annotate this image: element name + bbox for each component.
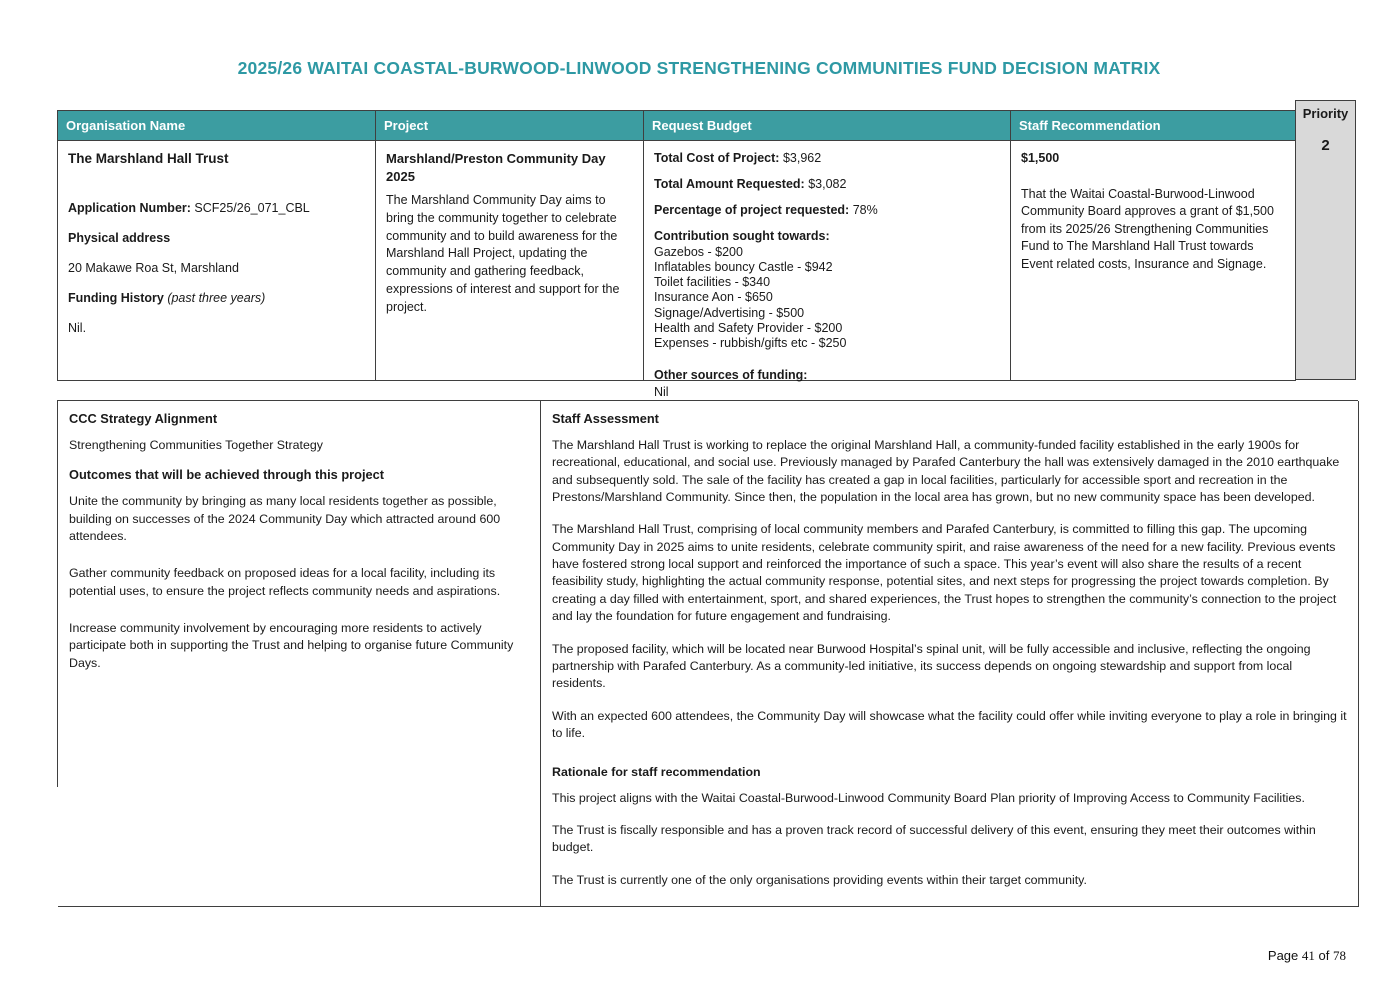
outcome-paragraph: Unite the community by bringing as many local residents together as possible, building on successes of the 2024 Community Day which attracted around 600 attendees. xyxy=(69,494,501,543)
rationale-paragraph: This project aligns with the Waitai Coastal-Burwood-Linwood Community Board Plan priority of Improving Access to Community Facilities. xyxy=(552,790,1305,805)
page-title: 2025/26 WAITAI COASTAL-BURWOOD-LINWOOD STRENGTHENING COMMUNITIES FUND DECISION MATRIX xyxy=(237,58,1161,78)
total-requested-line: Total Amount Requested: $3,082 xyxy=(654,176,847,191)
outcomes-heading: Outcomes that will be achieved through this project xyxy=(69,467,384,483)
footer-total-pages: 78 xyxy=(1333,948,1346,963)
detail-table xyxy=(57,400,1358,887)
outcome-paragraph: Increase community involvement by encouraging more residents to actively participate both in supporting the Trust and helping to organise future Community Days. xyxy=(69,620,514,670)
contribution-item: Signage/Advertising - $500 xyxy=(654,305,805,320)
contribution-heading: Contribution sought towards: xyxy=(654,228,830,243)
other-sources-heading: Other sources of funding: xyxy=(654,368,808,383)
staff-assessment-cell xyxy=(541,401,1359,907)
column-header-priority: Priority xyxy=(1302,106,1349,121)
footer-of-label: of xyxy=(1318,948,1330,963)
outcome-paragraph: Gather community feedback on proposed ideas for a local facility, including its potential uses, to ensure the project reflects community needs and aspirations. xyxy=(69,566,501,598)
project-cell xyxy=(376,141,644,381)
column-header-project: Project xyxy=(376,111,644,141)
rationale-paragraph: The Trust is currently one of the only organisations providing events within their target community. xyxy=(552,872,1087,887)
strategy-alignment-cell xyxy=(58,401,541,907)
priority-cell xyxy=(1295,100,1356,380)
contribution-item: Health and Safety Provider - $200 xyxy=(654,320,843,335)
project-title: Marshland/Preston Community Day 2025 xyxy=(386,151,606,184)
contribution-item: Gazebos - $200 xyxy=(654,244,743,259)
column-header-request-budget: Request Budget xyxy=(644,111,1011,141)
recommended-amount: $1,500 xyxy=(1021,151,1060,165)
rationale-heading: Rationale for staff recommendation xyxy=(552,765,761,780)
percentage-requested-line: Percentage of project requested: 78% xyxy=(654,202,878,217)
funding-history-value: Nil. xyxy=(68,320,87,335)
footer-page-number: 41 xyxy=(1301,948,1315,963)
assessment-paragraph: The Marshland Hall Trust, comprising of local community members and Parafed Canterbury, is committed to filling this gap. The upcoming Community Day in 2025 aims to unite residents, celebrate community spirit, and raise awareness of the need for a new facility. Previous events have fostered strong local support and reinforced the importance of such a space. This year’s event will also share the results of a recent feasibility study, highlighting the actual community response, potential sites, and next steps for progressing the project towards completion. By creating a day filled with entertainment, sport, and shared experiences, the Trust hopes to strengthen the community’s connection to the project and lay the foundation for future engagement and fundraising. xyxy=(552,522,1337,624)
column-header-staff-recommendation: Staff Recommendation xyxy=(1011,111,1296,141)
contribution-item: Inflatables bouncy Castle - $942 xyxy=(654,259,833,274)
other-sources-value: Nil xyxy=(654,385,669,400)
funding-history-heading: Funding History (past three years) xyxy=(68,290,266,305)
total-cost-line: Total Cost of Project: $3,962 xyxy=(654,151,822,165)
organisation-name: The Marshland Hall Trust xyxy=(68,151,229,166)
decision-matrix-table xyxy=(57,110,1295,400)
project-description: The Marshland Community Day aims to bring the community together to celebrate community and to build awareness for the Marshland Hall Project, updating the community and gathering feedback, expressions of interest and support for the project. xyxy=(386,193,620,314)
rationale-paragraph: The Trust is fiscally responsible and has a proven track record of successful delivery of this event, ensuring they meet their outcomes within budget. xyxy=(552,823,1316,855)
column-header-organisation: Organisation Name xyxy=(58,111,376,141)
priority-value: 2 xyxy=(1321,137,1330,154)
assessment-paragraph: With an expected 600 attendees, the Community Day will showcase what the facility could offer while inviting everyone to play a role in bringing it to life. xyxy=(552,708,1347,740)
strategy-alignment-heading: CCC Strategy Alignment xyxy=(69,411,218,426)
physical-address: 20 Makawe Roa St, Marshland xyxy=(68,260,239,275)
assessment-paragraph: The Marshland Hall Trust is working to replace the original Marshland Hall, a community-funded facility established in the early 1900s for recreational, educational, and social use. Previously managed by Parafed Canterbury the hall was extensively damaged in the 2010 earthquake and subsequently sold. The sale of the facility has created a gap in local facilities, particularly for accessible sport and recreation in the Prestons/Marshland Community. Since then, the population in the local area has grown, but no new community space has been developed. xyxy=(552,437,1340,504)
assessment-paragraph: The proposed facility, which will be located near Burwood Hospital’s spinal unit, will be fully accessible and inclusive, reflecting the ongoing partnership with Parafed Canterbury. As a community-led initiative, its success depends on ongoing stewardship and support from local residents. xyxy=(552,641,1311,691)
contribution-item: Insurance Aon - $650 xyxy=(654,290,773,305)
recommendation-text: That the Waitai Coastal-Burwood-Linwood Community Board approves a grant of $1,500 from its 2025/26 Strengthening Communities Fund to The Marshland Hall Trust towards Event related costs, Insurance and Signage. xyxy=(1021,186,1274,271)
request-budget-cell xyxy=(644,141,1011,400)
staff-recommendation-cell xyxy=(1011,141,1296,381)
contribution-item: Toilet facilities - $340 xyxy=(654,275,771,289)
physical-address-label: Physical address xyxy=(68,231,171,246)
organisation-cell xyxy=(58,141,376,381)
contribution-list xyxy=(654,245,1000,352)
application-number: Application Number: SCF25/26_071_CBL xyxy=(68,201,310,216)
strategy-name: Strengthening Communities Together Strategy xyxy=(69,437,323,452)
page-footer xyxy=(1268,948,1346,964)
footer-page-label: Page xyxy=(1267,948,1299,963)
staff-assessment-heading: Staff Assessment xyxy=(552,411,659,426)
contribution-item: Expenses - rubbish/gifts etc - $250 xyxy=(654,336,847,350)
